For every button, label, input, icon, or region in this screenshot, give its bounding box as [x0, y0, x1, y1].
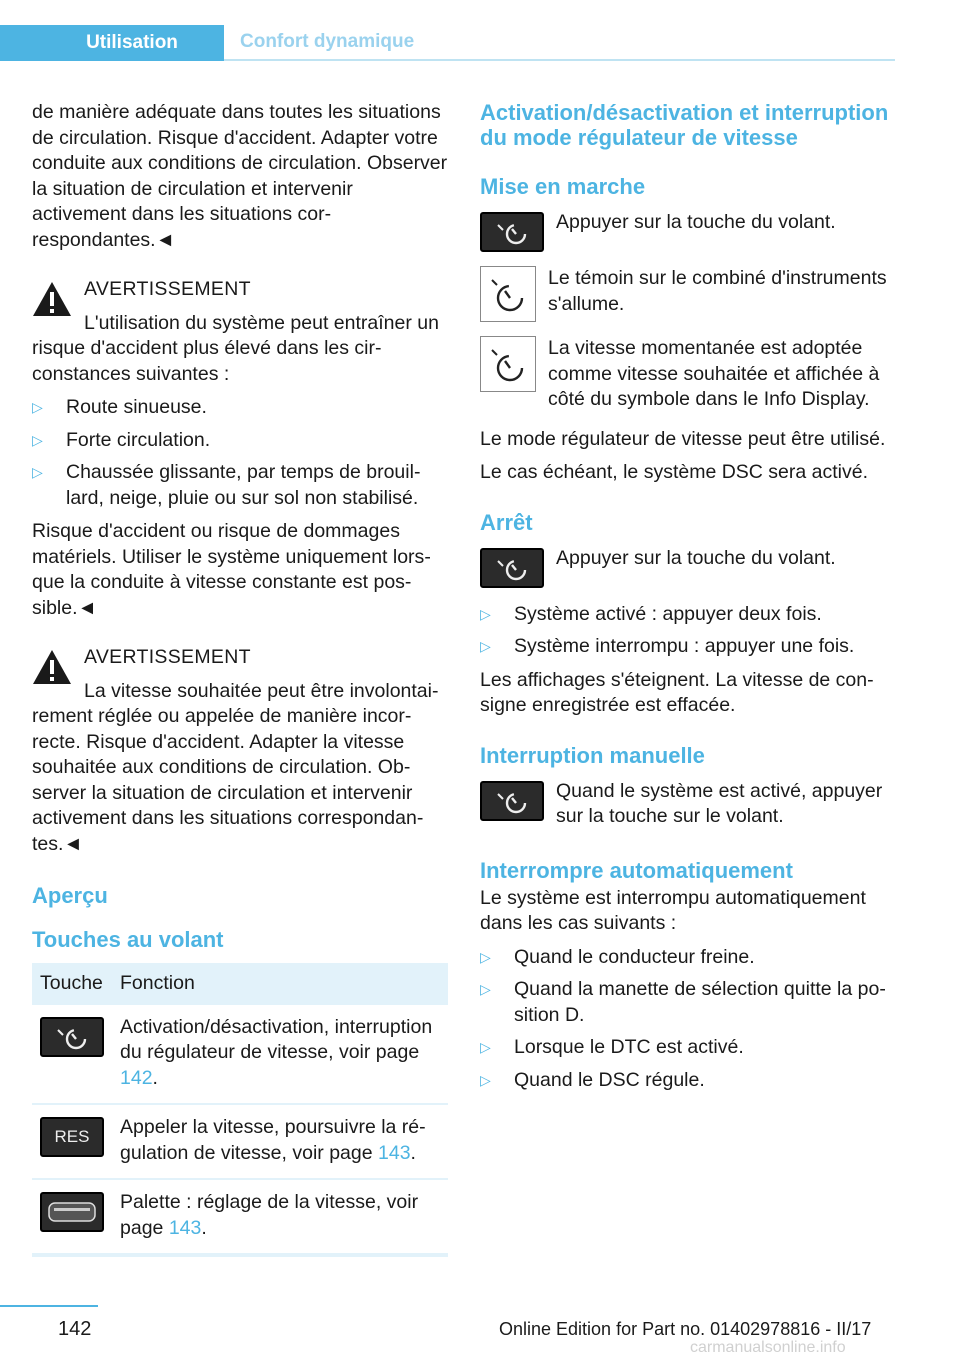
right-column [480, 100, 900, 1101]
function-text: Palette : réglage de la vitesse, voir page [120, 1191, 419, 1239]
subsection-heading-auto: Interrompre automatiquement [480, 857, 793, 883]
bullet-triangle-icon: ▷ [480, 1071, 491, 1088]
list-item-text: Quand la manette de sélection quitte la position D. [514, 978, 886, 1026]
key-cell [32, 1104, 112, 1179]
bullet-triangle-icon: ▷ [32, 399, 43, 415]
rocker-switch-icon [40, 1192, 104, 1232]
list-item [480, 1035, 900, 1061]
list-item [32, 428, 450, 454]
section-heading-activation: Activation/désactivation et interruption du mode régulateur de vitesse [480, 100, 889, 150]
section-heading-apercu: Aperçu [32, 883, 108, 908]
page-number: 142 [58, 1318, 92, 1340]
list-item-text: Système activé : appuyer deux fois. [514, 602, 822, 625]
paragraph: Les affichages s'éteignent. La vitesse de consigne enregistrée est effacée. [480, 668, 874, 716]
warning-triangle-icon [32, 649, 72, 685]
function-text: Appeler la vitesse, poursuivre la régulation de vitesse, voir page [120, 1116, 426, 1164]
list-item [480, 1068, 900, 1094]
column-header-touche: Touche [32, 963, 112, 1005]
instruction-text: Le témoin sur le combiné d'instruments s'allume. [548, 267, 887, 315]
warning-title: AVERTISSEMENT [84, 646, 251, 668]
intro-paragraph: de manière adéquate dans toutes les situations de circulation. Risque d'accident. Adapter votre conduite aux conditions de circulation. Observer la situation de circulation et intervenir activement dans les situations correspondantes.◄ [32, 101, 448, 251]
warning-block-1 [32, 273, 450, 387]
list-item-text: Quand le DSC régule. [514, 1068, 705, 1091]
edition-text: Online Edition for Part no. 01402978816 - II/17 [499, 1319, 872, 1339]
press-key-row [480, 546, 900, 588]
function-text-end: . [152, 1066, 158, 1089]
function-cell [112, 1104, 448, 1179]
list-item [32, 395, 450, 421]
tab-confort-dynamique[interactable] [240, 31, 414, 53]
tab-utilisation[interactable] [0, 25, 224, 61]
warning-consequence: Risque d'accident ou risque de dommages matériels. Utiliser le système uniquement lorsque la conduite à vitesse constante est possible.◄ [32, 520, 431, 619]
watermark: carmanualsonline.info [690, 1339, 846, 1356]
instruction-text: Quand le système est activé, appuyer sur la touche sur le volant. [556, 779, 883, 827]
function-text-end: . [201, 1216, 207, 1239]
function-cell [112, 1005, 448, 1105]
bullet-triangle-icon: ▷ [32, 464, 43, 480]
paragraph: Le mode régulateur de vitesse peut être utilisé. [480, 427, 886, 450]
press-key-row [480, 210, 900, 252]
instruction-text: Appuyer sur la touche du volant. [556, 546, 836, 569]
function-cell [112, 1179, 448, 1255]
function-text-end: . [410, 1141, 416, 1164]
subsection-heading-mise-en-marche: Mise en marche [480, 174, 646, 199]
list-item [480, 634, 900, 660]
res-label: RES [54, 1127, 90, 1147]
list-item [32, 460, 450, 511]
instruction-text: Appuyer sur la touche du volant. [556, 211, 836, 233]
list-item-text: Route sinueuse. [66, 396, 207, 418]
tab-confort-label: Confort dynamique [240, 31, 415, 52]
keys-table [32, 963, 448, 1257]
key-cell [32, 1005, 112, 1105]
subsection-heading-arret: Arrêt [480, 509, 533, 535]
bullet-triangle-icon: ▷ [480, 638, 491, 654]
list-item-text: Lorsque le DTC est activé. [514, 1036, 744, 1058]
bullet-triangle-icon: ▷ [32, 431, 43, 448]
auto-bullets [480, 945, 900, 1094]
paragraph: Le système est interrompu automatiquement dans les cas suivants : [480, 886, 866, 934]
list-item-text: Forte circulation. [66, 428, 211, 451]
cruise-control-button-icon [480, 781, 544, 821]
instruction-text: La vitesse momentanée est adoptée comme vitesse souhaitée et affichée à côté du symbole dans le Info Display. [548, 337, 880, 410]
footer-rule [0, 1305, 98, 1307]
left-column [32, 100, 450, 1257]
list-item [480, 977, 900, 1028]
key-cell [32, 1179, 112, 1255]
bullet-triangle-icon: ▷ [480, 605, 491, 622]
table-row [32, 1005, 448, 1105]
warning-bullets [32, 395, 450, 511]
speedometer-indicator-icon [480, 266, 536, 322]
table-row [32, 1179, 448, 1255]
res-button-icon [40, 1117, 104, 1157]
page-link[interactable]: 142 [120, 1066, 153, 1089]
press-key-row [480, 779, 900, 830]
indicator-row [480, 336, 900, 413]
arret-bullets [480, 602, 900, 660]
page-link[interactable]: 143 [378, 1141, 411, 1164]
list-item-text: Quand le conducteur freine. [514, 945, 755, 968]
function-text: Activation/désactivation, interruption du régulateur de vitesse, voir page [120, 1015, 433, 1063]
bullet-triangle-icon: ▷ [480, 1039, 491, 1055]
speedometer-indicator-icon [480, 336, 536, 392]
warning-text: L'utilisation du système peut entraîner un risque d'accident plus élevé dans les circonstances suivantes : [32, 311, 439, 385]
list-item-text: Système interrompu : appuyer une fois. [514, 635, 855, 657]
indicator-row [480, 266, 900, 322]
page-header [0, 25, 895, 61]
page-link[interactable]: 143 [168, 1216, 202, 1239]
warning-triangle-icon [32, 281, 72, 317]
bullet-triangle-icon: ▷ [480, 981, 491, 997]
list-item [480, 602, 900, 628]
warning-title: AVERTISSEMENT [84, 278, 251, 300]
table-row [32, 1104, 448, 1179]
warning-block-2 [32, 641, 450, 857]
cruise-control-button-icon [40, 1017, 104, 1057]
paragraph: Le cas échéant, le système DSC sera activé. [480, 461, 869, 483]
table-header-row [32, 963, 448, 1005]
column-header-fonction: Fonction [112, 963, 448, 1005]
bullet-triangle-icon: ▷ [480, 948, 491, 965]
cruise-control-button-icon [480, 548, 544, 588]
subsection-heading-touches: Touches au volant [32, 927, 224, 952]
list-item [480, 945, 900, 971]
warning-text: La vitesse souhaitée peut être involontairement réglée ou appelée de manière incorrecte. Risque d'accident. Adapter la vitesse souhaitée aux conditions de circulation. Observer la situation de circulation et intervenir activement dans les situations correspondantes.◄ [32, 679, 439, 855]
subsection-heading-interruption: Interruption manuelle [480, 742, 705, 768]
tab-utilisation-label: Utilisation [86, 32, 178, 53]
list-item-text: Chaussée glissante, par temps de brouillard, neige, pluie ou sur sol non stabilisé. [66, 461, 421, 509]
cruise-control-button-icon [480, 212, 544, 252]
